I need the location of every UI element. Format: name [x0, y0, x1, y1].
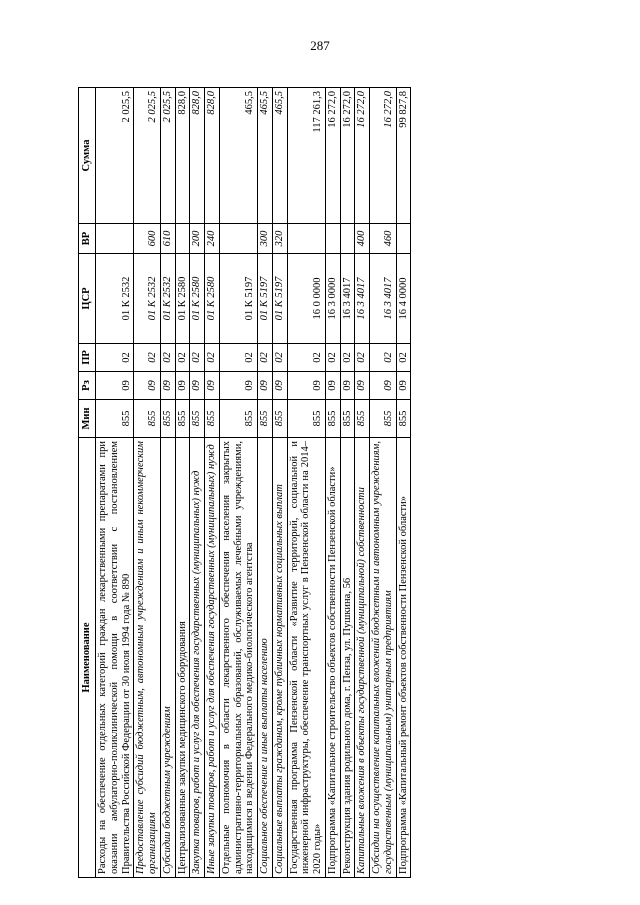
cell-sum: 16 272,0 — [325, 88, 340, 224]
cell-min: 855 — [340, 400, 355, 438]
cell-vr: 600 — [134, 224, 161, 254]
cell-csr: 01 К 2532 — [96, 254, 134, 344]
cell-min: 855 — [325, 400, 340, 438]
header-vr: ВР — [79, 224, 96, 254]
cell-sum: 16 272,0 — [355, 88, 370, 224]
cell-sum: 465,5 — [258, 88, 273, 224]
cell-rz: 09 — [96, 372, 134, 400]
cell-sum: 16 272,0 — [340, 88, 355, 224]
header-pr: ПР — [79, 344, 96, 372]
cell-rz: 09 — [175, 372, 190, 400]
cell-min: 855 — [205, 400, 220, 438]
cell-pr: 02 — [175, 344, 190, 372]
cell-csr: 01 К 2532 — [134, 254, 161, 344]
cell-rz: 09 — [190, 372, 205, 400]
cell-sum: 16 272,0 — [370, 88, 397, 224]
cell-vr: 240 — [205, 224, 220, 254]
cell-pr: 02 — [160, 344, 175, 372]
cell-rz: 09 — [205, 372, 220, 400]
cell-name: Реконструкция здания родильного дома, г. Пенза, ул. Пушкина, 56 — [340, 438, 355, 878]
cell-min: 855 — [355, 400, 370, 438]
cell-rz: 09 — [160, 372, 175, 400]
cell-vr — [175, 224, 190, 254]
table-row — [190, 88, 205, 878]
cell-min: 855 — [219, 400, 257, 438]
cell-pr: 02 — [370, 344, 397, 372]
cell-vr — [340, 224, 355, 254]
cell-vr: 460 — [370, 224, 397, 254]
cell-name: Предоставление субсидий бюджетным, автономным учреждениям и иным некоммерческим организациям — [134, 438, 161, 878]
cell-csr: 01 К 2580 — [205, 254, 220, 344]
cell-rz: 09 — [325, 372, 340, 400]
cell-sum: 828,0 — [190, 88, 205, 224]
cell-name: Подпрограмма «Капитальный ремонт объектов собственности Пензенской области» — [396, 438, 411, 878]
cell-name: Иные закупки товаров, работ и услуг для обеспечения государственных (муниципальных) нужд — [205, 438, 220, 878]
cell-pr: 02 — [340, 344, 355, 372]
cell-sum: 99 827,8 — [396, 88, 411, 224]
cell-min: 855 — [190, 400, 205, 438]
cell-pr: 02 — [205, 344, 220, 372]
cell-pr: 02 — [325, 344, 340, 372]
cell-sum: 828,0 — [175, 88, 190, 224]
table-row — [355, 88, 370, 878]
cell-name: Централизованные закупки медицинского оборудования — [175, 438, 190, 878]
cell-min: 855 — [396, 400, 411, 438]
header-min: Мин — [79, 400, 96, 438]
table-row — [287, 88, 325, 878]
cell-pr: 02 — [190, 344, 205, 372]
cell-name: Субсидии на осуществление капитальных вложений бюджетным и автономным учреждениям, государственным (муниципальным) унитарным предприятиям — [370, 438, 397, 878]
cell-sum: 117 261,3 — [287, 88, 325, 224]
table-header-row — [79, 88, 96, 878]
cell-csr: 16 3 4017 — [340, 254, 355, 344]
cell-vr — [287, 224, 325, 254]
cell-vr: 200 — [190, 224, 205, 254]
cell-rz: 09 — [396, 372, 411, 400]
cell-sum: 465,5 — [219, 88, 257, 224]
cell-vr — [325, 224, 340, 254]
cell-pr: 02 — [396, 344, 411, 372]
table-row — [258, 88, 273, 878]
cell-csr: 01 К 5197 — [219, 254, 257, 344]
cell-sum: 828,0 — [205, 88, 220, 224]
cell-csr: 01 К 2532 — [160, 254, 175, 344]
cell-rz: 09 — [287, 372, 325, 400]
cell-rz: 09 — [355, 372, 370, 400]
cell-pr: 02 — [134, 344, 161, 372]
cell-name: Расходы на обеспечение отдельных категорий граждан лекарственными препаратами при оказании амбулаторно-поликлинической помощи в соответствии с постановлением Правительства Российской Федерации от 30 июля 1994 года № 890 — [96, 438, 134, 878]
table-row — [272, 88, 287, 878]
cell-pr: 02 — [219, 344, 257, 372]
cell-csr: 16 3 4017 — [355, 254, 370, 344]
cell-rz: 09 — [134, 372, 161, 400]
page-number: 287 — [310, 38, 330, 53]
table-row — [340, 88, 355, 878]
cell-sum: 465,5 — [272, 88, 287, 224]
cell-vr — [219, 224, 257, 254]
cell-min: 855 — [175, 400, 190, 438]
cell-name: Социальное обеспечение и иные выплаты населению — [258, 438, 273, 878]
table-body — [96, 88, 411, 878]
cell-min: 855 — [160, 400, 175, 438]
rotated-budget-table-container — [78, 88, 546, 878]
cell-sum: 2 025,5 — [134, 88, 161, 224]
cell-name: Капитальные вложения в объекты государственной (муниципальной) собственности — [355, 438, 370, 878]
cell-name: Социальные выплаты гражданам, кроме публичных нормативных социальных выплат — [272, 438, 287, 878]
cell-vr: 610 — [160, 224, 175, 254]
table-row — [175, 88, 190, 878]
cell-vr — [96, 224, 134, 254]
cell-rz: 09 — [219, 372, 257, 400]
cell-vr: 400 — [355, 224, 370, 254]
cell-sum: 2 025,5 — [96, 88, 134, 224]
header-sum: Сумма — [79, 88, 96, 224]
cell-pr: 02 — [287, 344, 325, 372]
cell-pr: 02 — [258, 344, 273, 372]
cell-csr: 01 К 5197 — [258, 254, 273, 344]
cell-csr: 16 4 0000 — [396, 254, 411, 344]
header-name: Наименование — [79, 438, 96, 878]
cell-sum: 2 025,5 — [160, 88, 175, 224]
table-row — [370, 88, 397, 878]
cell-vr: 300 — [258, 224, 273, 254]
cell-rz: 09 — [340, 372, 355, 400]
cell-min: 855 — [258, 400, 273, 438]
cell-csr: 16 3 0000 — [325, 254, 340, 344]
cell-pr: 02 — [355, 344, 370, 372]
table-row — [160, 88, 175, 878]
cell-csr: 01 К 5197 — [272, 254, 287, 344]
table-row — [205, 88, 220, 878]
cell-pr: 02 — [96, 344, 134, 372]
table-row — [219, 88, 257, 878]
header-csr: ЦСР — [79, 254, 96, 344]
table-row — [96, 88, 134, 878]
cell-rz: 09 — [258, 372, 273, 400]
cell-csr: 01 К 2580 — [175, 254, 190, 344]
cell-min: 855 — [272, 400, 287, 438]
cell-csr: 16 0 0000 — [287, 254, 325, 344]
table-row — [325, 88, 340, 878]
cell-rz: 09 — [272, 372, 287, 400]
cell-name: Субсидии бюджетным учреждениям — [160, 438, 175, 878]
cell-min: 855 — [370, 400, 397, 438]
cell-csr: 01 К 2580 — [190, 254, 205, 344]
budget-table — [78, 87, 411, 878]
cell-name: Отдельные полномочия в области лекарственного обеспечения населения закрытых административно-территориальных образований, обслуживаемых лечебными учреждениями, находящимися в ведении Федерального медико-биологического агентства — [219, 438, 257, 878]
cell-csr: 16 3 4017 — [370, 254, 397, 344]
header-rz: Рз — [79, 372, 96, 400]
cell-name: Государственная программа Пензенской области «Развитие территорий, социальной и инженерной инфраструктуры, обеспечение транспортных услуг в Пензенской области на 2014–2020 годы» — [287, 438, 325, 878]
cell-pr: 02 — [272, 344, 287, 372]
cell-rz: 09 — [370, 372, 397, 400]
cell-name: Подпрограмма «Капитальное строительство объектов собственности Пензенской области» — [325, 438, 340, 878]
cell-vr: 320 — [272, 224, 287, 254]
cell-vr — [396, 224, 411, 254]
table-row — [134, 88, 161, 878]
cell-min: 855 — [287, 400, 325, 438]
cell-min: 855 — [134, 400, 161, 438]
cell-min: 855 — [96, 400, 134, 438]
table-row — [396, 88, 411, 878]
cell-name: Закупка товаров, работ и услуг для обеспечения государственных (муниципальных) нужд — [190, 438, 205, 878]
